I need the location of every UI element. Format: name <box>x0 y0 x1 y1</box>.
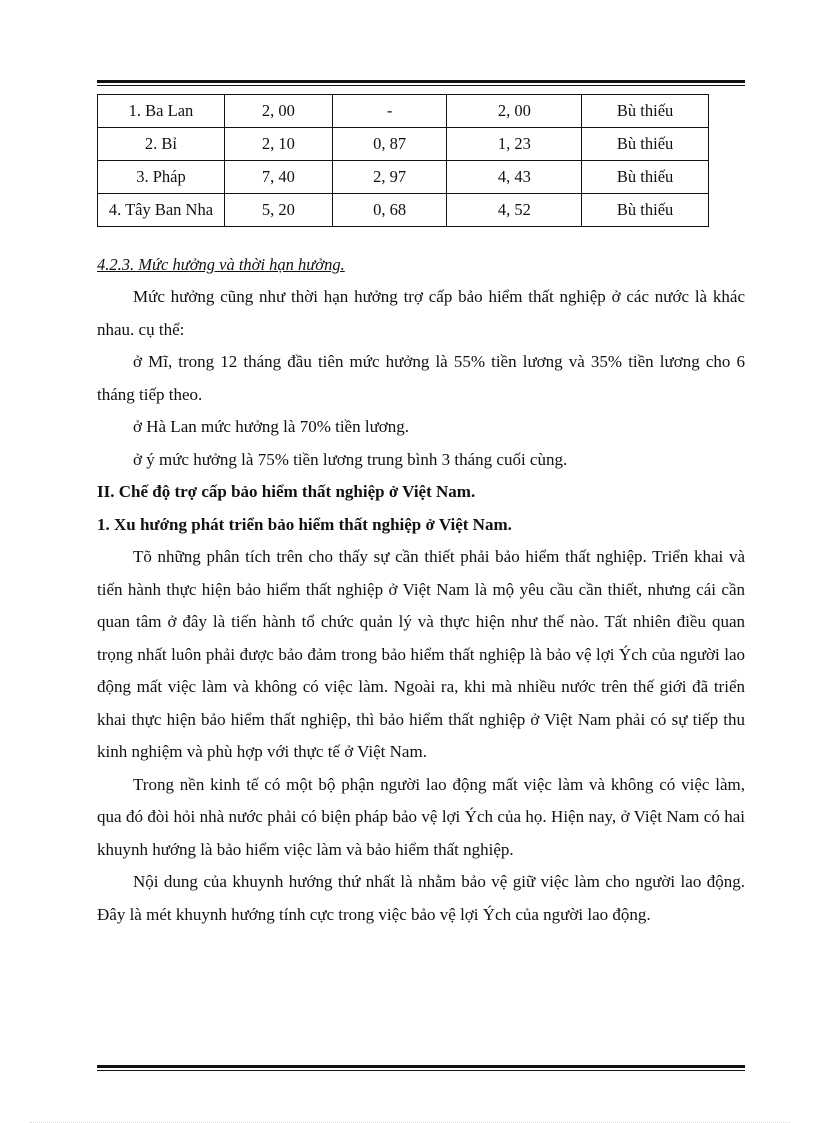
table-cell: 2, 00 <box>224 95 332 128</box>
section-heading: II. Chế độ trợ cấp bảo hiểm thất nghiệp ở Việt Nam. <box>97 482 476 501</box>
paragraph: Nội dung của khuynh hướng thứ nhất là nhằm bảo vệ giữ việc làm cho người lao động. Đây là mét khuynh hướng tính cực trong việc bảo vệ lợi Ých của người lao động. <box>97 872 745 924</box>
table-cell: 2. Bỉ <box>98 128 225 161</box>
table-cell: 3. Pháp <box>98 161 225 194</box>
document-body <box>97 249 745 931</box>
paragraph: Mức hưởng cũng như thời hạn hưởng trợ cấp bảo hiểm thất nghiệp ở các nước là khác nhau. cụ thể: <box>97 287 745 339</box>
paragraph: Tõ những phân tích trên cho thấy sự cần thiết phải bảo hiểm thất nghiệp. Triển khai và tiến hành thực hiện bảo hiểm thất nghiệp ở Việt Nam là mộ yêu cầu cần thiết, nhưng cái cần quan tâm ở đây là tiến hành tổ chức quản lý và thực hiện như thế nào. Tất nhiên điều quan trọng nhất luôn phải được bảo đảm trong bảo hiểm thất nghiệp là bảo vệ lợi Ých của người lao động mất việc làm và không có việc làm. Ngoài ra, khi mà nhiều nước trên thế giới đã triển khai thực hiện bảo hiểm thất nghiệp, thì bảo hiểm thất nghiệp ở Việt Nam phải có sự tiếp thu kinh nghiệm và phù hợp với thực tế ở Việt Nam. <box>97 547 745 761</box>
paragraph: Trong nền kinh tế có một bộ phận người lao động mất việc làm và không có việc làm, qua đó đòi hỏi nhà nước phải có biện pháp bảo vệ lợi Ých của họ. Hiện nay, ở Việt Nam có hai khuynh hướng là bảo hiểm việc làm và bảo hiểm thất nghiệp. <box>97 774 745 859</box>
table-row <box>98 161 709 194</box>
table-cell: Bù thiếu <box>582 128 709 161</box>
paragraph: ở Hà Lan mức hưởng là 70% tiền lương. <box>133 417 410 436</box>
unemployment-table <box>97 94 709 227</box>
table-cell: 4, 43 <box>447 161 582 194</box>
table-cell: 2, 97 <box>332 161 447 194</box>
table-cell: Bù thiếu <box>582 95 709 128</box>
subsection-heading: 4.2.3. Mức hưởng và thời hạn hưởng. <box>97 255 345 274</box>
table-cell: 1. Ba Lan <box>98 95 225 128</box>
table-cell: Bù thiếu <box>582 194 709 227</box>
table-cell: Bù thiếu <box>582 161 709 194</box>
table-cell: 4. Tây Ban Nha <box>98 194 225 227</box>
table-cell: 5, 20 <box>224 194 332 227</box>
table-cell: 0, 68 <box>332 194 447 227</box>
paragraph: ở Mĩ, trong 12 tháng đầu tiên mức hưởng là 55% tiền lương và 35% tiền lương cho 6 tháng tiếp theo. <box>97 352 745 404</box>
table-cell: 1, 23 <box>447 128 582 161</box>
table-cell: 7, 40 <box>224 161 332 194</box>
table-row <box>98 194 709 227</box>
subsection-heading-bold: 1. Xu hướng phát triển bảo hiểm thất nghiệp ở Việt Nam. <box>97 514 512 534</box>
table-cell: 0, 87 <box>332 128 447 161</box>
footer-double-rule <box>97 1065 745 1071</box>
table-cell: - <box>332 95 447 128</box>
table-row <box>98 95 709 128</box>
table-row <box>98 128 709 161</box>
table-cell: 2, 00 <box>447 95 582 128</box>
paragraph: ở ý mức hưởng là 75% tiền lương trung bình 3 tháng cuối cùng. <box>133 449 568 469</box>
header-double-rule <box>97 80 745 86</box>
table-cell: 4, 52 <box>447 194 582 227</box>
table-cell: 2, 10 <box>224 128 332 161</box>
